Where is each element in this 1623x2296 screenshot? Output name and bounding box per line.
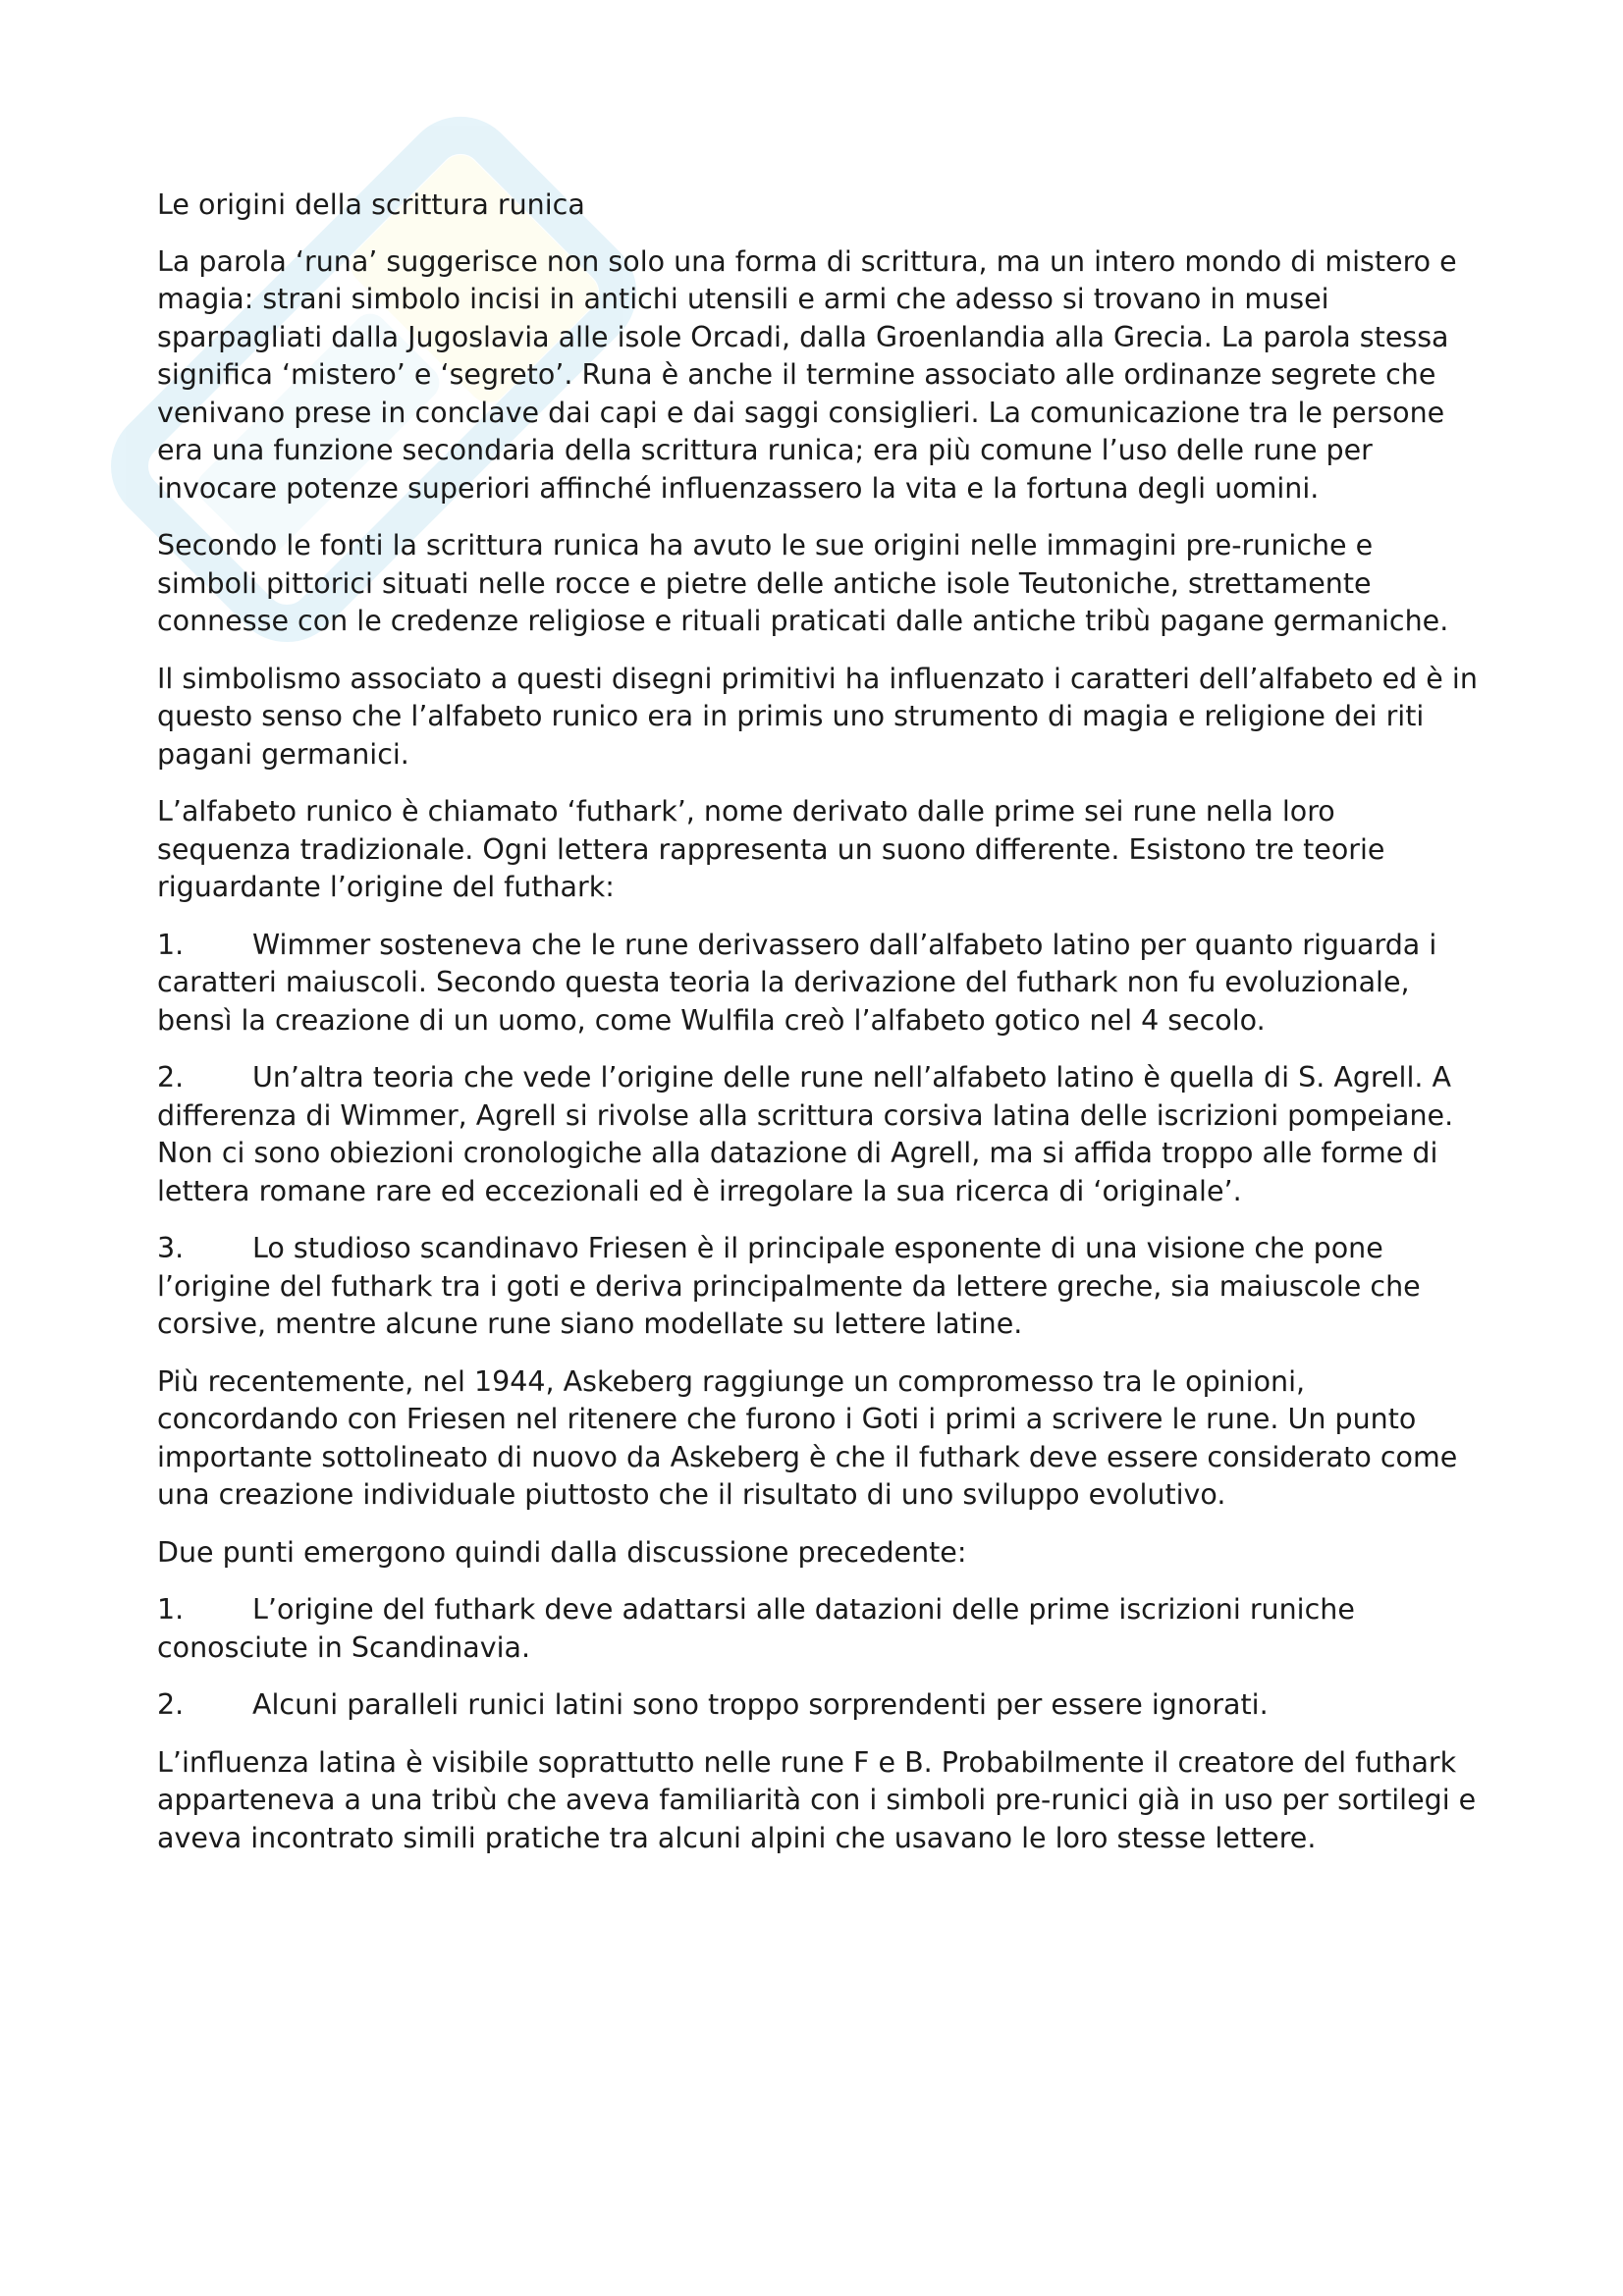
paragraph: Due punti emergono quindi dalla discussione precedente: [157, 1535, 967, 1569]
item-text: Un’altra teoria che vede l’origine delle rune nell’alfabeto latino è quella di S. Agrell. A differenza di Wimmer, Agrell si rivolse alla scrittura corsiva latina delle iscrizioni pompeiane. Non ci sono obiezioni cronologiche alla datazione di Agrell, ma si affida troppo alle forme di lettera romane rare ed eccezionali ed è irregolare la sua ricerca di ‘originale’. [157, 1061, 1454, 1207]
item-number: 1. [157, 928, 185, 961]
item-number: 3. [157, 1232, 185, 1264]
item-text: Wimmer sosteneva che le rune derivassero dall’alfabeto latino per quanto riguarda i caratteri maiuscoli. Secondo questa teoria la derivazione del futhark non fu evoluzionale, bensì la creazione di un uomo, come Wulfila creò l’alfabeto gotico nel 4 secolo. [157, 928, 1437, 1037]
numbered-item [157, 927, 1478, 1041]
numbered-item [157, 1230, 1478, 1344]
item-number: 2. [157, 1061, 185, 1094]
item-number: 1. [157, 1593, 185, 1626]
paragraph: L’alfabeto runico è chiamato ‘futhark’, nome derivato dalle prime sei rune nella loro sequenza tradizionale. Ogni lettera rappresenta un suono differente. Esistono tre teorie riguardante l’origine del futhark: [157, 795, 1385, 903]
paragraph: Il simbolismo associato a questi disegni primitivi ha influenzato i caratteri dell’alfabeto ed è in questo senso che l’alfabeto runico era in primis uno strumento di magia e religione dei riti pagani germanici. [157, 662, 1478, 771]
document-title: Le origini della scrittura runica [157, 188, 585, 221]
paragraph: Secondo le fonti la scrittura runica ha avuto le sue origini nelle immagini pre-runiche e simboli pittorici situati nelle rocce e pietre delle antiche isole Teutoniche, strettamente connesse con le credenze religiose e rituali praticati dalle antiche tribù pagane germaniche. [157, 529, 1449, 637]
paragraph: La parola ‘runa’ suggerisce non solo una forma di scrittura, ma un intero mondo di mistero e magia: strani simbolo incisi in antichi utensili e armi che adesso si trovano in musei sparpagliati dalla Jugoslavia alle isole Orcadi, dalla Groenlandia alla Grecia. La parola stessa significa ‘mistero’ e ‘segreto’. Runa è anche il termine associato alle ordinanze segrete che venivano prese in conclave dai capi e dai saggi consiglieri. La comunicazione tra le persone era una funzione secondaria della scrittura runica; era più comune l’uso delle rune per invocare potenze superiori affinché influenzassero la vita e la fortuna degli uomini. [157, 244, 1457, 505]
item-text: L’origine del futhark deve adattarsi alle datazioni delle prime iscrizioni runiche conosciute in Scandinavia. [157, 1593, 1355, 1664]
paragraph: L’influenza latina è visibile soprattutto nelle rune F e B. Probabilmente il creatore del futhark apparteneva a una tribù che aveva familiarità con i simboli pre-runici già in uso per sortilegi e aveva incontrato simili pratiche tra alcuni alpini che usavano le loro stesse lettere. [157, 1745, 1477, 1854]
paragraph: Più recentemente, nel 1944, Askeberg raggiunge un compromesso tra le opinioni, concordando con Friesen nel ritenere che furono i Goti i primi a scrivere le rune. Un punto importante sottolineato di nuovo da Askeberg è che il futhark deve essere considerato come una creazione individuale piuttosto che il risultato di uno sviluppo evolutivo. [157, 1364, 1458, 1511]
numbered-item [157, 1059, 1478, 1210]
numbered-item [157, 1591, 1478, 1667]
item-text: Lo studioso scandinavo Friesen è il principale esponente di una visione che pone l’origine del futhark tra i goti e deriva principalmente da lettere greche, sia maiuscole che corsive, mentre alcune rune siano modellate su lettere latine. [157, 1232, 1421, 1340]
item-number: 2. [157, 1688, 185, 1721]
document-page [157, 187, 1478, 1877]
item-text: Alcuni paralleli runici latini sono troppo sorprendenti per essere ignorati. [252, 1688, 1269, 1721]
numbered-item [157, 1686, 1478, 1725]
document-body [157, 243, 1478, 1858]
